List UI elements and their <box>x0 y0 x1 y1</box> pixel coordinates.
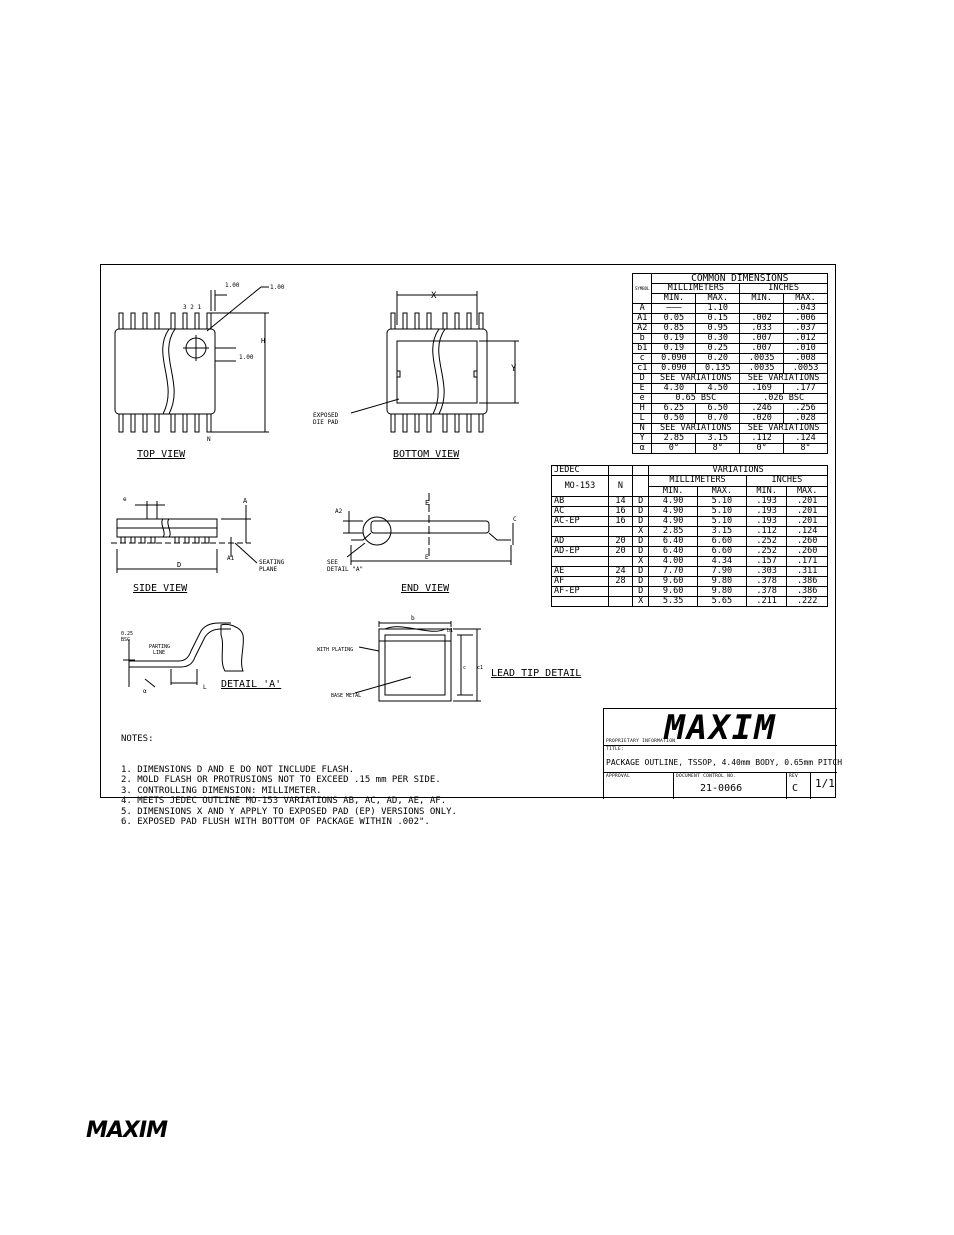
bottom-view-leads-bottom <box>391 414 483 432</box>
symbol-header: SYMBOL <box>633 274 652 304</box>
cd-cell: D <box>633 374 652 384</box>
cd-cell: 0.95 <box>696 324 740 334</box>
variation-row <box>552 527 828 537</box>
cd-row <box>633 364 828 374</box>
note-item: 2. MOLD FLASH OR PROTRUSIONS NOT TO EXCEED .15 mm PER SIDE. <box>121 775 441 786</box>
cd-row <box>633 444 828 454</box>
y-label: Y <box>511 364 517 374</box>
cd-cell: 0.30 <box>696 334 740 344</box>
cd-cell: α <box>633 444 652 454</box>
variation-cell: .252 <box>746 537 787 547</box>
approval-label: APPROVAL <box>606 774 631 779</box>
cd-cell: 2.85 <box>652 434 696 444</box>
variation-cell: 20 <box>608 547 632 557</box>
variation-cell: .201 <box>787 497 828 507</box>
variation-cell: AD-EP <box>552 547 609 557</box>
variation-cell: D <box>633 577 649 587</box>
cd-cell: 0.05 <box>652 314 696 324</box>
b-label: b <box>411 615 415 622</box>
dim-100-b: 1.00 <box>270 284 285 291</box>
alpha-label: α <box>143 688 147 695</box>
note-item: 5. DIMENSIONS X AND Y APPLY TO EXPOSED PAD (EP) VERSIONS ONLY. <box>121 806 457 817</box>
cd-cell: .008 <box>784 354 828 364</box>
a2-label: A2 <box>335 508 343 515</box>
with-plating-label: WITH PLATING <box>317 647 354 653</box>
cd-cell: .037 <box>784 324 828 334</box>
variations-rows <box>552 497 828 607</box>
l-label: L <box>203 684 207 691</box>
cd-cell: .0053 <box>784 364 828 374</box>
cd-cell: .0035 <box>740 354 784 364</box>
variation-cell: D <box>633 537 649 547</box>
base-metal-label: BASE METAL <box>331 693 362 699</box>
variation-cell: .157 <box>746 557 787 567</box>
variation-cell: 5.65 <box>698 597 747 607</box>
variation-cell: .260 <box>787 537 828 547</box>
side-view-leads <box>121 537 209 543</box>
cd-row <box>633 384 828 394</box>
cd-cell: 0.85 <box>652 324 696 334</box>
cd-cell: 3.15 <box>696 434 740 444</box>
variation-cell: 5.35 <box>649 597 698 607</box>
rev-label: REV <box>789 774 799 779</box>
variation-row <box>552 597 828 607</box>
cd-cell: ――― <box>652 304 696 314</box>
variation-cell: .193 <box>746 517 787 527</box>
variation-cell <box>552 557 609 567</box>
cd-cell: .112 <box>740 434 784 444</box>
cd-cell: 8° <box>696 444 740 454</box>
lead-tip-base <box>385 635 445 695</box>
cd-cell: E <box>633 384 652 394</box>
variation-cell: .386 <box>787 577 828 587</box>
variation-cell: 28 <box>608 577 632 587</box>
bottom-view-leads-top <box>391 313 483 329</box>
variation-cell: 24 <box>608 567 632 577</box>
cd-cell <box>740 304 784 314</box>
variation-cell: D <box>633 547 649 557</box>
variation-cell: D <box>633 497 649 507</box>
var-mm-header: MILLIMETERS <box>649 476 747 487</box>
variation-row <box>552 537 828 547</box>
variation-cell: 20 <box>608 537 632 547</box>
top-view-break <box>163 329 169 414</box>
e-end-label: E <box>425 554 429 561</box>
end-view-lead-left <box>351 533 371 540</box>
variation-cell: D <box>633 587 649 597</box>
common-dimensions-title: COMMON DIMENSIONS <box>652 274 828 284</box>
cd-row <box>633 314 828 324</box>
cd-row <box>633 324 828 334</box>
variation-row <box>552 577 828 587</box>
n-header: N <box>608 476 632 497</box>
top-view-leads-bottom <box>119 414 211 432</box>
cd-cell: 0.135 <box>696 364 740 374</box>
cd-cell: .033 <box>740 324 784 334</box>
cd-cell: 4.50 <box>696 384 740 394</box>
variation-cell: .171 <box>787 557 828 567</box>
cd-row <box>633 344 828 354</box>
cd-cell: .169 <box>740 384 784 394</box>
variation-row <box>552 507 828 517</box>
mo-153-label: MO-153 <box>552 476 609 497</box>
cd-cell: SEE VARIATIONS <box>652 424 740 434</box>
pin-numbers: 3 2 1 <box>183 304 202 311</box>
variation-cell: 6.40 <box>649 547 698 557</box>
sheet-number: 1/1 <box>815 777 835 790</box>
var-in-header: INCHES <box>746 476 827 487</box>
bottom-view-break <box>433 329 439 414</box>
variation-cell: 2.85 <box>649 527 698 537</box>
variation-cell <box>608 527 632 537</box>
variation-cell: .386 <box>787 587 828 597</box>
doc-control-label: DOCUMENT CONTROL NO. <box>676 774 737 779</box>
cd-row <box>633 424 828 434</box>
variation-row <box>552 517 828 527</box>
pin-n-label: N <box>207 436 211 443</box>
cd-row <box>633 404 828 414</box>
cd-mm-max: MAX. <box>696 294 740 304</box>
lead-tip-detail-title: LEAD TIP DETAIL <box>491 668 582 679</box>
e-symbol: e <box>123 496 127 503</box>
cd-cell: .012 <box>784 334 828 344</box>
doc-number: 21-0066 <box>700 783 743 794</box>
e-centerline-label: E <box>425 499 430 507</box>
variation-cell: X <box>633 557 649 567</box>
seating-plane-2: PLANE <box>259 566 278 573</box>
cd-cell: .0035 <box>740 364 784 374</box>
cd-cell: 0.19 <box>652 344 696 354</box>
h-label: H <box>261 337 266 345</box>
cd-cell: A2 <box>633 324 652 334</box>
common-dimensions-table <box>632 273 828 454</box>
see-detail-1: SEE <box>327 559 338 566</box>
variation-cell: 14 <box>608 497 632 507</box>
variation-cell: 16 <box>608 507 632 517</box>
var-mm-max: MAX. <box>698 486 747 497</box>
cd-cell: .028 <box>784 414 828 424</box>
variation-cell: .260 <box>787 547 828 557</box>
variation-cell: 5.10 <box>698 507 747 517</box>
cd-cell: 0.090 <box>652 364 696 374</box>
cd-cell: .256 <box>784 404 828 414</box>
cd-mm-header: MILLIMETERS <box>652 284 740 294</box>
note-item: 6. EXPOSED PAD FLUSH WITH BOTTOM OF PACKAGE WITHIN .002". <box>121 817 430 828</box>
variation-cell: 6.40 <box>649 537 698 547</box>
title-block-logo: MAXIM <box>604 709 837 746</box>
variation-cell: .211 <box>746 597 787 607</box>
detail-a-title: DETAIL 'A' <box>221 679 282 690</box>
variation-cell <box>608 597 632 607</box>
variation-cell: .124 <box>787 527 828 537</box>
cd-cell: L <box>633 414 652 424</box>
cd-cell: SEE VARIATIONS <box>652 374 740 384</box>
cd-cell: .007 <box>740 334 784 344</box>
variation-cell: 4.90 <box>649 507 698 517</box>
variation-cell: D <box>633 517 649 527</box>
see-detail-2: DETAIL "A" <box>327 566 364 573</box>
cd-cell: 0.19 <box>652 334 696 344</box>
x-label: X <box>431 291 437 301</box>
cd-cell: 0° <box>652 444 696 454</box>
c-small-label: c <box>463 665 467 671</box>
cd-cell: c1 <box>633 364 652 374</box>
title-label: TITLE: <box>606 747 625 752</box>
d-label: D <box>177 561 182 569</box>
cd-cell: 0° <box>740 444 784 454</box>
variation-cell: 9.80 <box>698 587 747 597</box>
exposed-die-pad-1: EXPOSED <box>313 412 339 419</box>
cd-row <box>633 434 828 444</box>
a-label: A <box>243 497 248 505</box>
bsc-2: BSC <box>121 637 131 643</box>
footer-logo: MAXIM <box>86 1118 167 1143</box>
variation-cell: 4.34 <box>698 557 747 567</box>
rev-value: C <box>792 783 799 794</box>
cd-cell: 4.30 <box>652 384 696 394</box>
drawing-title: PACKAGE OUTLINE, TSSOP, 4.40mm BODY, 0.65mm PITCH <box>606 758 843 767</box>
cd-cell: .124 <box>784 434 828 444</box>
variation-cell: 7.70 <box>649 567 698 577</box>
top-view-title: TOP VIEW <box>137 449 186 460</box>
bottom-view-title: BOTTOM VIEW <box>393 449 460 460</box>
variation-cell: 9.80 <box>698 577 747 587</box>
cd-mm-min: MIN. <box>652 294 696 304</box>
variation-row <box>552 497 828 507</box>
cd-cell: .002 <box>740 314 784 324</box>
variation-cell: 9.60 <box>649 577 698 587</box>
cd-cell: .026 BSC <box>740 394 828 404</box>
cd-cell: b <box>633 334 652 344</box>
variation-cell: .222 <box>787 597 828 607</box>
parting-line-1: PARTING <box>149 644 171 650</box>
variation-cell: 5.10 <box>698 497 747 507</box>
variation-cell <box>552 527 609 537</box>
variation-row <box>552 567 828 577</box>
dim-100-c: 1.00 <box>239 354 254 361</box>
dim-100-a: 1.00 <box>225 282 240 289</box>
end-view-title: END VIEW <box>401 583 450 594</box>
var-in-max: MAX. <box>787 486 828 497</box>
cd-cell: A1 <box>633 314 652 324</box>
var-mm-min: MIN. <box>649 486 698 497</box>
cd-cell: .006 <box>784 314 828 324</box>
variation-cell: AC <box>552 507 609 517</box>
cd-cell: N <box>633 424 652 434</box>
cd-cell: .177 <box>784 384 828 394</box>
variation-cell: X <box>633 597 649 607</box>
variation-cell: 5.10 <box>698 517 747 527</box>
variation-cell: D <box>633 507 649 517</box>
variation-cell: 4.90 <box>649 497 698 507</box>
variation-cell: AF <box>552 577 609 587</box>
variation-cell: 4.00 <box>649 557 698 567</box>
cd-cell: 0.20 <box>696 354 740 364</box>
cd-cell: 0.15 <box>696 314 740 324</box>
cd-cell: 0.50 <box>652 414 696 424</box>
cd-row <box>633 334 828 344</box>
parting-line-2: LINE <box>153 650 166 656</box>
cd-in-max: MAX. <box>784 294 828 304</box>
cd-row <box>633 414 828 424</box>
side-view-title: SIDE VIEW <box>133 583 188 594</box>
c1-small-label: c1 <box>477 665 484 671</box>
cd-cell: .007 <box>740 344 784 354</box>
variation-cell <box>552 597 609 607</box>
variations-table <box>551 465 828 607</box>
top-view-leads-top <box>119 313 211 329</box>
variation-cell: AD <box>552 537 609 547</box>
cd-row <box>633 354 828 364</box>
common-dimensions-rows <box>633 304 828 454</box>
variation-cell: 3.15 <box>698 527 747 537</box>
variation-cell: 6.60 <box>698 547 747 557</box>
variation-cell: .112 <box>746 527 787 537</box>
variation-cell: AC-EP <box>552 517 609 527</box>
cd-cell: 0.25 <box>696 344 740 354</box>
variation-cell: 4.90 <box>649 517 698 527</box>
cd-cell: Y <box>633 434 652 444</box>
cd-cell: SEE VARIATIONS <box>740 424 828 434</box>
cd-cell: .010 <box>784 344 828 354</box>
cd-cell: 0.090 <box>652 354 696 364</box>
a1-label: A1 <box>227 555 235 562</box>
variation-cell: AB <box>552 497 609 507</box>
variations-title: VARIATIONS <box>649 466 828 476</box>
variation-cell: .378 <box>746 587 787 597</box>
variation-cell: D <box>633 567 649 577</box>
notes-block <box>121 713 457 848</box>
cd-row <box>633 374 828 384</box>
end-view-lead-right <box>489 533 511 540</box>
exposed-die-pad-2: DIE PAD <box>313 419 339 426</box>
jedec-header: JEDEC <box>552 466 609 476</box>
cd-cell: .246 <box>740 404 784 414</box>
variation-cell: .193 <box>746 497 787 507</box>
cd-in-min: MIN. <box>740 294 784 304</box>
cd-cell: 0.70 <box>696 414 740 424</box>
variation-cell: .193 <box>746 507 787 517</box>
drawing-sheet <box>100 264 843 828</box>
cd-cell: c <box>633 354 652 364</box>
variation-row <box>552 587 828 597</box>
cd-cell: b1 <box>633 344 652 354</box>
bsc-1: 0.25 <box>121 631 134 637</box>
cd-cell: 8° <box>784 444 828 454</box>
variation-cell: .201 <box>787 507 828 517</box>
proprietary-label: PROPRIETARY INFORMATION <box>606 739 676 744</box>
exposed-pad <box>397 341 477 403</box>
cd-cell: .020 <box>740 414 784 424</box>
title-block <box>603 708 843 799</box>
variation-cell <box>608 557 632 567</box>
note-item: 3. CONTROLLING DIMENSION: MILLIMETER. <box>121 785 322 796</box>
cd-cell: 0.65 BSC <box>652 394 740 404</box>
seating-plane-1: SEATING <box>259 559 285 566</box>
cd-cell: H <box>633 404 652 414</box>
cd-row <box>633 394 828 404</box>
cd-cell: 1.10 <box>696 304 740 314</box>
variation-row <box>552 547 828 557</box>
c-label: C <box>513 516 517 523</box>
variation-row <box>552 557 828 567</box>
variation-cell: AE <box>552 567 609 577</box>
note-item: 1. DIMENSIONS D AND E DO NOT INCLUDE FLASH. <box>121 765 354 776</box>
cd-row <box>633 304 828 314</box>
variation-cell: .311 <box>787 567 828 577</box>
variation-cell: .252 <box>746 547 787 557</box>
cd-cell: A <box>633 304 652 314</box>
cd-cell: 6.50 <box>696 404 740 414</box>
cd-cell: 6.25 <box>652 404 696 414</box>
variation-cell: .378 <box>746 577 787 587</box>
notes-heading: NOTES: <box>121 733 154 744</box>
cd-in-header: INCHES <box>740 284 828 294</box>
note-item: 4. MEETS JEDEC OUTLINE MO-153 VARIATIONS AB, AC, AD, AE, AF. <box>121 796 447 807</box>
variation-cell: 16 <box>608 517 632 527</box>
cd-cell: e <box>633 394 652 404</box>
b1-label: b1 <box>447 628 454 634</box>
cd-cell: .043 <box>784 304 828 314</box>
var-in-min: MIN. <box>746 486 787 497</box>
variation-cell: 7.90 <box>698 567 747 577</box>
variation-cell <box>608 587 632 597</box>
variation-cell: AF-EP <box>552 587 609 597</box>
variation-cell: 6.60 <box>698 537 747 547</box>
variation-cell: .201 <box>787 517 828 527</box>
cd-cell: SEE VARIATIONS <box>740 374 828 384</box>
variation-cell: 9.60 <box>649 587 698 597</box>
variation-cell: .303 <box>746 567 787 577</box>
top-view-body <box>115 329 215 414</box>
detail-a-body <box>221 624 243 671</box>
variation-cell: X <box>633 527 649 537</box>
